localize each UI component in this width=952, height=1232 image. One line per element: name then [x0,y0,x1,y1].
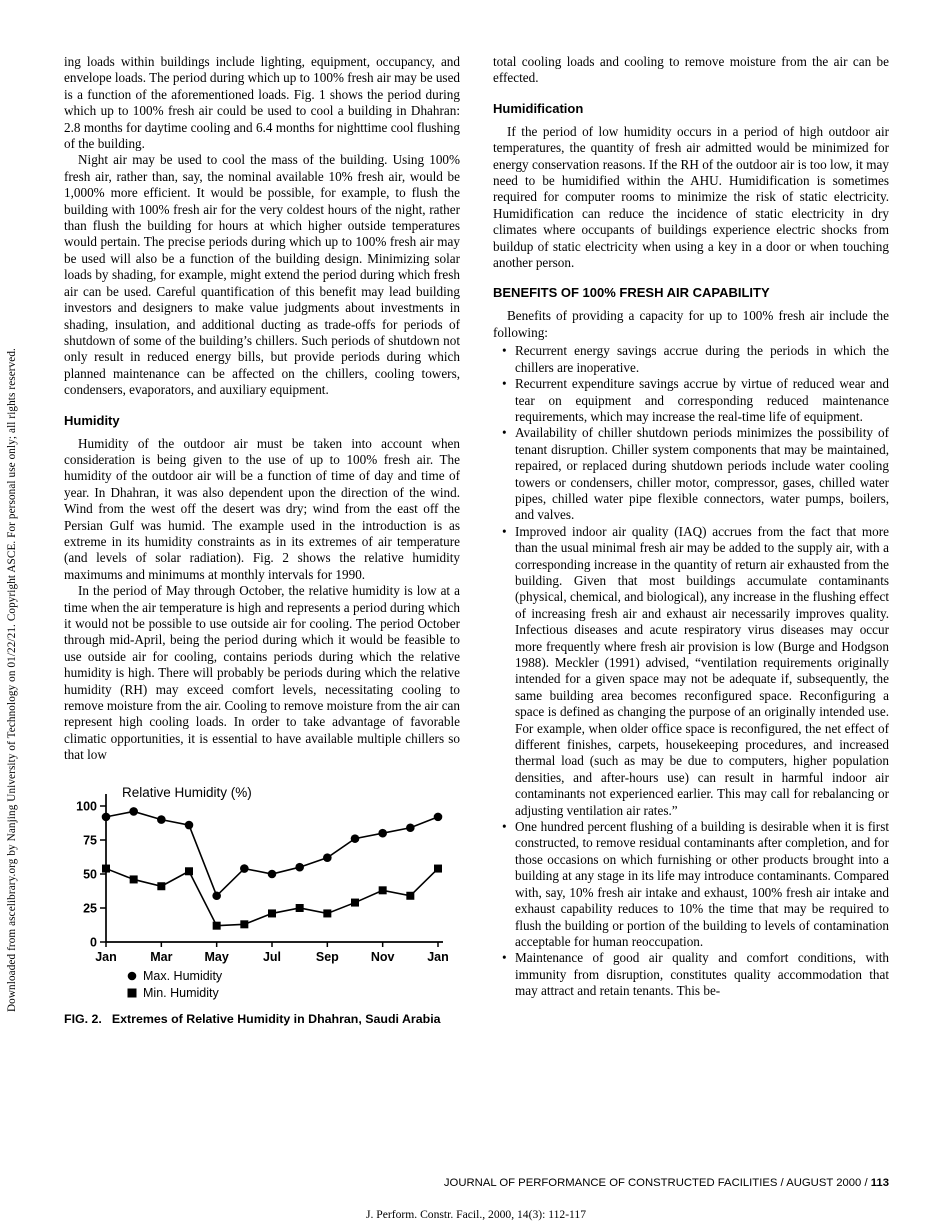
paragraph-humidity-1: Humidity of the outdoor air must be taken into account when consideration is being given to the use of up to 100% fresh air. The humidity of the outdoor air will be a function of time of day and time of year. In Dhahran, it was also dependent upon the direction of the wind. Wind from the west off the desert was dry; wind from the east off the Persian Gulf was humid. The example used in the introduction is as extreme in its humidity constraints as in its extremes of air temperature (and levels of solar radiation). Fig. 2 shows the relative humidity maximums and minimums at monthly intervals for 1990. [64,435,460,582]
max-humidity-marker [323,853,332,862]
list-item: • One hundred percent flushing of a building is desirable when it is first constructed, to remove residual contaminants after completion, and for those occasions on which furnishing or other products brought into a building at any stage in its life may introduce contaminants. Compared with, say, 10% fresh air intake and exhaust, 100% fresh air intake and exhaust capability reduces to 10% the time that may be required to flush the building or portion of the building to levels of contamination acceptable for human reoccupation. [493,819,889,950]
list-item: • Recurrent expenditure savings accrue by virtue of reduced wear and tear on equipment and corresponding reduced maintenance requirements, which may increase the real-time life of equipment. [493,376,889,425]
min-humidity-marker [268,909,276,917]
list-item: • Maintenance of good air quality and comfort conditions, with immunity from disruption, constitutes quality accommodation that may attract and retain tenants. This be- [493,950,889,999]
min-humidity-marker [157,882,165,890]
legend-max-humidity-label: Max. Humidity [143,968,223,983]
max-humidity-marker [102,812,111,821]
x-tick-label: Jan [427,949,449,964]
chart-title: Relative Humidity (%) [122,784,252,800]
x-tick-label: Jan [95,949,117,964]
min-humidity-marker [434,864,442,872]
paragraph-humidity-2: In the period of May through October, the relative humidity is low at a time when the air temperature is high and represents a period during which it would not be possible to use outside air for cooling. The period October through mid-April, being the period during which it would be feasible to use outside air for cooling, contains periods during which the relative humidity is high. There will probably be periods during which the relative humidity (RH) may exceed comfort levels, necessitating cooling to remove moisture from the air. Cooling to remove moisture from the air can represent high cooling loads. In order to take advantage of favorable climatic opportunities, it is essential to have available multiple chillers so that low [64,583,460,763]
legend-min-humidity-icon [128,988,137,997]
list-item: • Availability of chiller shutdown periods minimizes the possibility of tenant disruption. Chiller system components that may be maintained, repaired, or replaced during shutdown periods include water cooling towers or condensers, chiller motor, compressor, gases, chilled water pipes, chilled water pipe flexible connectors, water pumps, boilers, and valves. [493,425,889,523]
section-heading-humidity: Humidity [64,412,120,428]
x-tick-label: May [204,949,229,964]
x-tick-label: Jul [262,949,282,964]
chart-svg [64,782,456,1004]
section-heading-humidification: Humidification [493,100,584,116]
paragraph-benefits-intro: Benefits of providing a capacity for up to 100% fresh air include the following: [493,308,889,340]
max-humidity-marker [351,834,360,843]
figure-2-caption [64,1012,460,1028]
min-humidity-marker [185,867,193,875]
paragraph-humidification: If the period of low humidity occurs in a period of high outdoor air temperatures, the quantity of fresh air admitted would be minimized for energy conservation reasons. If the RH of the outdoor air is too low, it may need to be humidified within the AHU. Humidification is sometimes required for computer rooms to minimize the risk of static electricity. Humidification can reduce the incidence of static electricity in dry climates where occupants of buildings experience electric shocks from buildup of static electricity when using a key in a door or when touching another person. [493,123,889,271]
section-heading-benefits: BENEFITS OF 100% FRESH AIR CAPABILITY [493,285,770,301]
max-humidity-marker [406,823,415,832]
max-humidity-marker [185,820,194,829]
figure-caption-label: FIG. 2. [64,1011,102,1026]
page-body [64,54,890,1027]
min-humidity-marker [102,864,110,872]
x-tick-label: Mar [150,949,173,964]
max-humidity-marker [295,863,304,872]
min-humidity-marker [130,875,138,883]
legend-min-humidity-label: Min. Humidity [143,985,219,1000]
y-tick-label: 75 [83,833,97,848]
list-item: • Recurrent energy savings accrue during the periods in which the chillers are inoperative. [493,343,889,376]
list-item: • Improved indoor air quality (IAQ) accrues from the fact that more than the usual minimal fresh air may be added to the supply air, with a corresponding increase in the quantity of return air exhausted from the building. Given that most buildings accumulate contaminants (physical, chemical, and biological), any increase in the flushing effect of increasing fresh air and exhaust air necessarily improves quality. Infectious diseases and acute respiratory virus diseases may occur more frequently where fresh air provision is low (Burge and Hodgson 1988). Meckler (1991) advised, “ventilation requirements originally intended for a given space may not be adequate if, subsequently, the same building area becomes reconfigured space. Reconfiguring a space is defined as changing the purpose of an originally intended use. For example, when older office space is reconfigured, the net effect of different finishes, carpets, housekeeping procedures, and increased thermal load (such as may be due to computers, higher population densities, and after-hours use) can result in harmful indoor air contaminants not experienced earlier. This may call for rebalancing or adjusting ventilation air rates.” [493,524,889,819]
copyright-sidebar-note: Downloaded from ascelibrary.org by Nanjing University of Technology on 01/22/21. Copyright ASCE. For personal use only; all rights reserved. [6,348,18,1012]
y-tick-label: 50 [83,867,97,882]
max-humidity-marker [434,812,443,821]
running-footer [444,1177,889,1189]
min-humidity-marker [351,898,359,906]
max-humidity-marker [129,807,138,816]
min-humidity-marker [296,904,304,912]
legend-max-humidity-icon [128,971,137,980]
x-tick-label: Sep [315,949,339,964]
max-humidity-marker [240,864,249,873]
paragraph-continuation: ing loads within buildings include lighting, equipment, occupancy, and envelope loads. The period during which up to 100% fresh air may be used is a function of the aforementioned loads. Fig. 1 shows the period during which up to 100% fresh air could be used to cool a building in Dhahran: 2.8 months for daytime cooling and 6.4 months for nighttime cool flushing of the building. [64,54,461,152]
max-humidity-line [106,811,438,895]
paragraph-continuation-right: total cooling loads and cooling to remove moisture from the air can be effected. [493,54,889,86]
y-tick-label: 25 [83,901,97,916]
left-column [64,54,460,1027]
max-humidity-marker [378,829,387,838]
min-humidity-marker [406,891,414,899]
max-humidity-marker [212,891,221,900]
paragraph-night-air: Night air may be used to cool the mass of the building. Using 100% fresh air, rather than, say, the nominal available 10% fresh air, would be 1,000% more efficient. It would be possible, for example, to flush the building with 100% fresh air for the very coldest hours of the night, rather than flush the building for hours at which higher outside temperatures would pertain. The precise periods during which up to 100% fresh air may be used will also be a function of the building design. Minimizing solar loads by shading, for example, might extend the period during which fresh air can be used. Careful quantification of this benefit may lead building investors and designers to make value judgments about investments in shading, insulation, and additional ducting as trade-offs for periods of shutdown of some of the building’s chillers. Such periods of shutdown not only result in reduced energy bills, but provide periods during which planned maintenance can be affected on the chillers, cooling towers, condensers, evaporators, and auxiliary equipment. [64,152,460,398]
journal-title-line: JOURNAL OF PERFORMANCE OF CONSTRUCTED FACILITIES / AUGUST 2000 / [443,1177,868,1189]
benefits-list [493,343,889,999]
citation-line: J. Perform. Constr. Facil., 2000, 14(3): 112-117 [365,1208,587,1221]
page-number: 113 [870,1177,889,1189]
y-tick-label: 100 [76,799,97,814]
figure-caption-text: Extremes of Relative Humidity in Dhahran, Saudi Arabia [111,1011,441,1026]
right-column [493,54,889,1027]
min-humidity-marker [379,886,387,894]
min-humidity-marker [213,921,221,929]
max-humidity-marker [268,869,277,878]
y-tick-label: 0 [90,935,97,950]
min-humidity-marker [323,909,331,917]
min-humidity-marker [240,920,248,928]
figure-2 [64,782,460,1028]
humidity-chart [64,782,456,1004]
x-tick-label: Nov [370,949,395,964]
max-humidity-marker [157,815,166,824]
